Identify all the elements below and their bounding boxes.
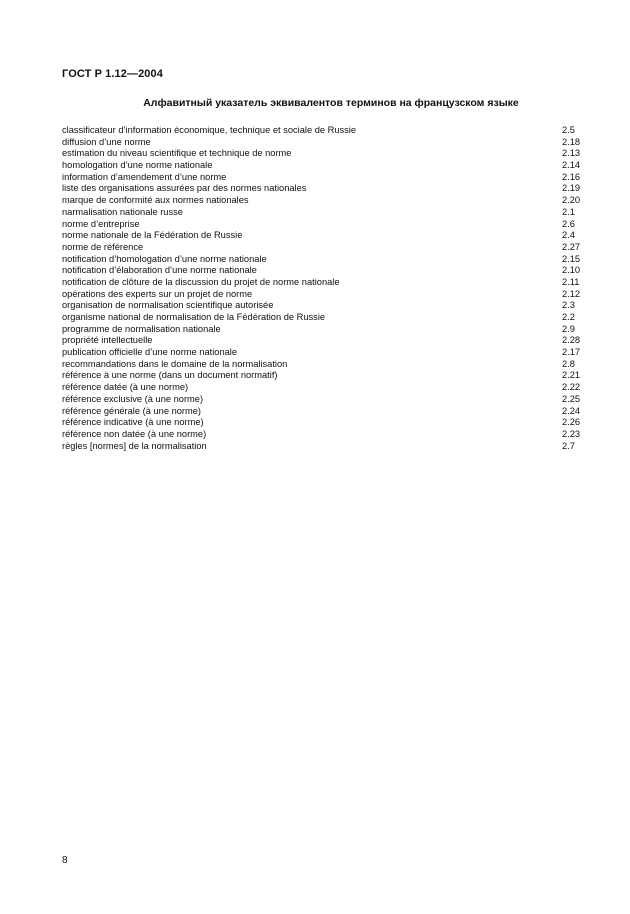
index-entry-reference: 2.21 <box>562 370 581 381</box>
index-entry <box>62 394 602 406</box>
index-entry <box>62 312 602 324</box>
index-entry-term: publication officielle d’une norme nationale <box>62 347 238 358</box>
index-entry-term: règles [normes] de la normalisation <box>62 440 207 451</box>
index-entry-reference: 2.24 <box>562 405 581 416</box>
index-entry-term: notification de clôture de la discussion du projet de norme nationale <box>62 276 340 287</box>
index-entry-term: référence générale (à une norme) <box>62 405 202 416</box>
index-entry-term: programme de normalisation nationale <box>62 323 221 334</box>
index-entry-reference: 2.3 <box>562 300 575 311</box>
index-entry <box>62 137 602 149</box>
index-entry-term: référence indicative (à une norme) <box>62 417 204 428</box>
index-entry-reference: 2.27 <box>562 241 581 252</box>
index-entry <box>62 406 602 418</box>
index-entry-reference: 2.8 <box>562 358 575 369</box>
index-entry-reference: 2.19 <box>562 183 581 194</box>
index-entry <box>62 265 602 277</box>
index-entry <box>62 300 602 312</box>
index-entry-reference: 2.16 <box>562 171 581 182</box>
index-entry-reference: 2.15 <box>562 253 581 264</box>
index-entry-reference: 2.14 <box>562 160 581 171</box>
index-entry <box>62 160 602 172</box>
index-entry-term: estimation du niveau scientifique et technique de norme <box>62 148 292 159</box>
index-entry <box>62 359 602 371</box>
index-entry <box>62 382 602 394</box>
index-entry-term: homologation d’une norme nationale <box>62 160 213 171</box>
index-entry-reference: 2.11 <box>562 276 580 287</box>
index-entry-reference: 2.18 <box>562 136 581 147</box>
index-entry <box>62 230 602 242</box>
index-entry <box>62 429 602 441</box>
index-entry-term: organisme national de normalisation de la Fédération de Russie <box>62 312 326 322</box>
index-entry-term: référence datée (à une norme) <box>62 382 189 393</box>
index-entry-term: organisation de normalisation scientifique autorisée <box>62 300 274 311</box>
index-entry-reference: 2.6 <box>562 218 575 229</box>
index-entry-reference: 2.10 <box>562 265 581 276</box>
index-entry-term: opérations des experts sur un projet de norme <box>62 288 253 299</box>
index-entry-term: référence non datée (à une norme) <box>62 428 207 439</box>
index-entry-reference: 2.25 <box>562 393 581 404</box>
index-entry-reference: 2.5 <box>562 125 575 135</box>
index-entry-reference: 2.13 <box>562 148 581 159</box>
index-entry <box>62 219 602 231</box>
index-entry-reference: 2.28 <box>562 335 581 346</box>
index-entry <box>62 370 602 382</box>
index-entry-reference: 2.4 <box>562 230 575 241</box>
index-entry <box>62 172 602 184</box>
index-entry-reference: 2.9 <box>562 323 575 334</box>
index-entry-reference: 2.2 <box>562 312 575 322</box>
index-entry-term: liste des organisations assurées par des normes nationales <box>62 183 307 194</box>
index-entry-term: classificateur d’information économique, technique et sociale de Russie <box>62 125 357 135</box>
index-entry-term: norme nationale de la Fédération de Russie <box>62 230 243 241</box>
index-title: Алфавитный указатель эквивалентов терминов на французском языке <box>143 97 519 109</box>
index-entry-reference: 2.7 <box>562 440 575 451</box>
index-entry <box>62 441 602 453</box>
document-identifier: ГОСТ Р 1.12—2004 <box>62 68 163 80</box>
index-entry-reference: 2.17 <box>562 347 581 358</box>
index-entry-term: notification d’homologation d’une norme nationale <box>62 253 267 264</box>
index-entry-term: narmalisation nationale russe <box>62 206 183 217</box>
index-entry <box>62 289 602 301</box>
index-entry <box>62 207 602 219</box>
index-entry-term: référence exclusive (à une norme) <box>62 393 204 404</box>
index-entry-reference: 2.1 <box>562 206 575 217</box>
index-entry-term: marque de conformité aux normes nationales <box>62 195 249 206</box>
index-entry-reference: 2.23 <box>562 428 581 439</box>
index-entry-reference: 2.26 <box>562 417 581 428</box>
index-entry-term: information d’amendement d’une norme <box>62 171 227 182</box>
index-entry <box>62 347 602 359</box>
index-entry-reference: 2.20 <box>562 195 581 206</box>
page-number: 8 <box>62 855 68 866</box>
index-entry <box>62 148 602 160</box>
index-entry-term: notification d’élaboration d’une norme nationale <box>62 265 257 276</box>
index-entry-term: recommandations dans le domaine de la normalisation <box>62 358 288 369</box>
index-entry-term: norme de référence <box>62 241 144 252</box>
index-entry <box>62 335 602 347</box>
index-entry-term: norme d’entreprise <box>62 218 140 229</box>
index-entry <box>62 277 602 289</box>
index-entry <box>62 183 602 195</box>
index-entry-term: diffusion d’une norme <box>62 136 151 147</box>
index-entry <box>62 254 602 266</box>
index-entry-term: propriété intellectuelle <box>62 335 153 346</box>
index-entry <box>62 125 602 137</box>
index-entry <box>62 242 602 254</box>
index-entry <box>62 195 602 207</box>
index-entry-reference: 2.22 <box>562 382 581 393</box>
index-entry <box>62 324 602 336</box>
index-entry-term: référence à une norme (dans un document normatif) <box>62 370 278 381</box>
term-index-list <box>62 125 602 452</box>
index-entry <box>62 417 602 429</box>
index-entry-reference: 2.12 <box>562 288 581 299</box>
